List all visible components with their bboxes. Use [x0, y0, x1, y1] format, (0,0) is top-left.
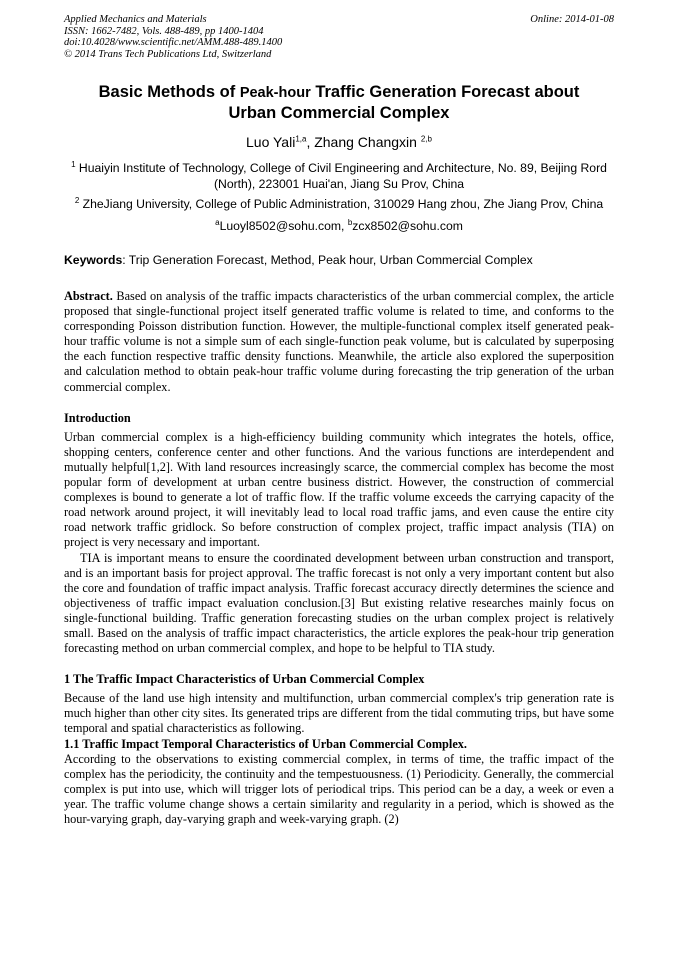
title-part: Peak-hour	[239, 85, 311, 101]
abstract	[64, 289, 614, 395]
email-link[interactable]: Luoyl8502@sohu.com,	[219, 219, 348, 233]
affiliation-number: 2	[74, 195, 80, 205]
author-list	[64, 134, 614, 150]
author-superscript: 2,b	[420, 134, 432, 144]
paragraph: According to the observations to existing commercial complex, in terms of time, the traffic impact of the complex has the periodicity, the continuity and the tempestuousness. (1) Periodicity. Generally, the commercial complex is put into use, which will trigger lots of periodical trips. This period can be a day, a week or even a year. The traffic volume change shows a certain similarity and regularity in a period, which is showed as the hour-varying graph, day-varying graph and week-varying graph. (2)	[64, 751, 614, 826]
affiliation-text: ZheJiang University, College of Public Administration, 310029 Hang zhou, Zhe Jiang Prov, China	[79, 197, 604, 211]
copyright-line: © 2014 Trans Tech Publications Ltd, Switzerland	[64, 48, 272, 60]
keywords-text: : Trip Generation Forecast, Method, Peak hour, Urban Commercial Complex	[122, 253, 533, 267]
issn-line: ISSN: 1662-7482, Vols. 488-489, pp 1400-1404	[64, 25, 264, 37]
affiliation-text: Huaiyin Institute of Technology, College of Civil Engineering and Architecture, No. 89, Beijing Rord (North), 223001 Huai'an, Jiang Su Prov, China	[75, 161, 607, 191]
author-name: Luo Yali	[246, 134, 296, 150]
journal-name: Applied Mechanics and Materials	[64, 14, 207, 25]
journal-header	[64, 14, 614, 60]
keywords	[64, 253, 614, 267]
affiliation-1	[64, 160, 614, 192]
abstract-label: Abstract.	[64, 289, 113, 303]
abstract-text: Based on analysis of the traffic impacts characteristics of the urban commercial complex, the article proposed that single-functional project itself generated traffic volume is related to time, and conforms to the corresponding Poisson distribution function. However, the multiple-functional complex itself generated peak-hour traffic volume is not a simple sum of each single-function peak volume, but is calculated by superposing the each function respective traffic density functions. Meanwhile, the article also explored the superposition and calculation method to obtain peak-hour traffic volume during forecasting the trip generation of the urban commercial complex.	[64, 289, 614, 394]
keywords-label: Keywords	[64, 253, 123, 267]
section-heading-1: 1 The Traffic Impact Characteristics of Urban Commercial Complex	[64, 672, 425, 687]
author-name: Zhang Changxin	[314, 134, 421, 150]
author-separator: ,	[306, 134, 315, 150]
title-part: Traffic Generation Forecast about	[310, 83, 580, 101]
paragraph: Because of the land use high intensity and multifunction, urban commercial complex's trip generation rate is much higher than other city sites. Its generated trips are different from the tidal commuting trips, but have some temporal and spatial characteristics as following.	[64, 691, 614, 736]
paragraph: Urban commercial complex is a high-efficiency building community which integrates the hotels, office, shopping centers, conference center and other functions. And the various functions are interdependent and mutually helpful[1,2]. With land resources increasingly scarce, the commercial complex has become the most popular form of development at urban centre business district. However, the construction of commercial complexes is bound to generate a lot of traffic flow. If the traffic volume exceeds the carrying capacity of the road network around project, it will inevitably lead to local road traffic jams, and even cause the entire city road network traffic gridlock. So before construction of complex project, traffic impact analysis (TIA) on project is very necessary and important.	[64, 429, 614, 550]
affiliation-number: 1	[71, 159, 76, 169]
paragraph: TIA is important means to ensure the coordinated development between urban construction and transport, and is an important basis for project approval. The traffic forecast is not only a very important content but also the core and foundation of traffic impact analysis. Traffic forecast accuracy directly determines the science and objectiveness of traffic impact evaluation conclusion.[3] But existing relative researches mainly focus on single-functional building. Traffic generation forecasting studies on the urban complex project is relatively small. Based on the analysis of traffic impact characteristics, the article explores the peak-hour trip generation forecasting method on urban commercial complex, and hope to be helpful to TIA study.	[64, 550, 614, 656]
email-superscript: b	[347, 217, 353, 227]
affiliation-2	[64, 196, 614, 212]
email-superscript: a	[215, 217, 220, 227]
author-superscript: 1,a	[295, 134, 307, 144]
online-date: Online: 2014-01-08	[530, 14, 614, 25]
email-link[interactable]: zcx8502@sohu.com	[352, 219, 463, 233]
author-emails	[64, 218, 614, 234]
title-line-2: Urban Commercial Complex	[228, 104, 450, 122]
doi-line: doi:10.4028/www.scientific.net/AMM.488-489.1400	[64, 37, 283, 48]
subsection-heading-1-1: 1.1 Traffic Impact Temporal Characteristics of Urban Commercial Complex.	[64, 736, 467, 751]
paper-body	[64, 289, 614, 827]
paper-title	[64, 82, 614, 123]
title-part: Basic Methods of	[98, 83, 240, 101]
section-heading-introduction: Introduction	[64, 410, 131, 425]
